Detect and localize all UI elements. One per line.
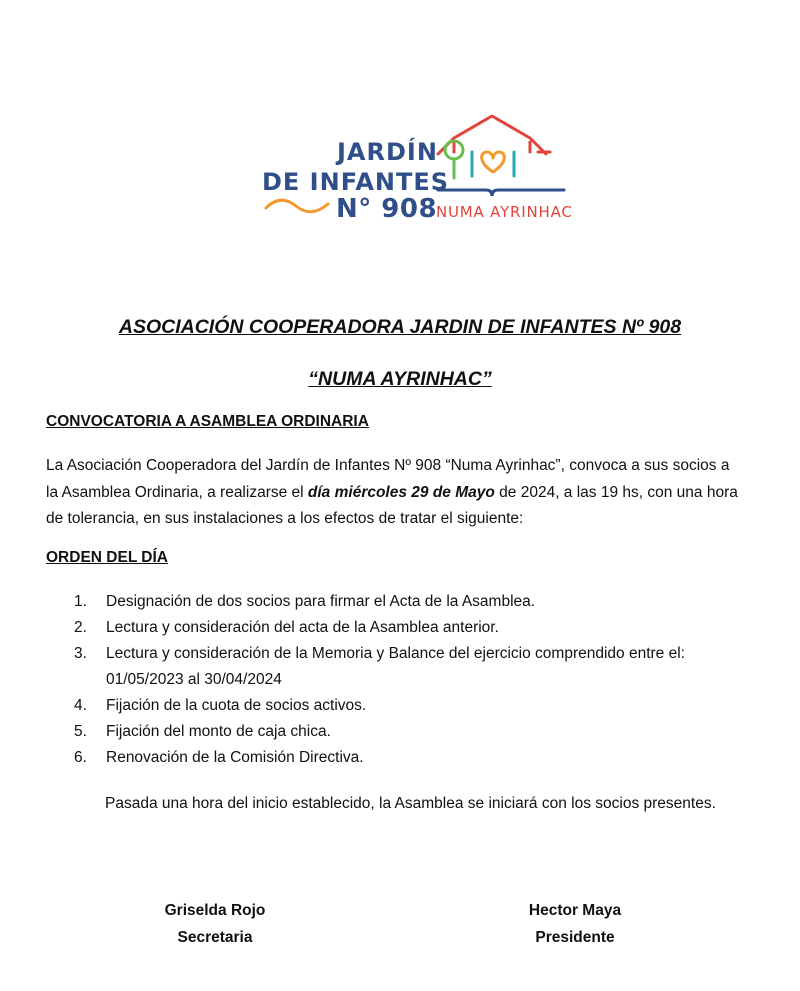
- list-item-number: 2.: [74, 619, 87, 636]
- logo-line-2: DE INFANTES: [262, 168, 450, 196]
- signature-president: [510, 897, 640, 951]
- convocation-paragraph: [46, 453, 758, 533]
- list-item-text: Fijación de la cuota de socios activos.: [106, 697, 367, 714]
- school-logo: [262, 112, 572, 224]
- logo-school-name: NUMA AYRINHAC: [436, 203, 573, 221]
- logo-line-1: JARDÍN: [337, 138, 438, 166]
- list-item-text-continued: 01/05/2023 al 30/04/2024: [106, 671, 282, 688]
- paragraph-line-1: La Asociación Cooperadora del Jardín de Infantes Nº 908 “Numa Ayrinhac”, convoca a sus socios a: [46, 457, 730, 474]
- section-heading-convocatoria: CONVOCATORIA A ASAMBLEA ORDINARIA: [46, 413, 369, 430]
- paragraph-line-3: de tolerancia, en sus instalaciones a los efectos de tratar el siguiente:: [46, 510, 524, 527]
- list-item-number: 5.: [74, 723, 87, 740]
- list-item-text: Lectura y consideración de la Memoria y Balance del ejercicio comprendido entre el:: [106, 645, 685, 662]
- list-item-number: 4.: [74, 697, 87, 714]
- list-item-text: Fijación del monto de caja chica.: [106, 723, 331, 740]
- signatory-name: Griselda Rojo: [164, 902, 266, 919]
- closing-note: Pasada una hora del inicio establecido, la Asamblea se iniciará con los socios presentes.: [105, 795, 716, 812]
- list-item-text: Lectura y consideración del acta de la Asamblea anterior.: [106, 619, 499, 636]
- list-item: [46, 589, 766, 615]
- signatory-role: Secretaria: [177, 929, 253, 946]
- list-item: [46, 719, 766, 745]
- list-item: [46, 615, 766, 641]
- list-item-number: 6.: [74, 749, 87, 766]
- list-item: [46, 693, 766, 719]
- list-item: [46, 745, 766, 771]
- wave-icon: [264, 198, 330, 214]
- document-title: ASOCIACIÓN COOPERADORA JARDIN DE INFANTES Nº 908: [118, 316, 682, 338]
- logo-line-3: N° 908: [336, 194, 438, 224]
- list-item-text: Designación de dos socios para firmar el Acta de la Asamblea.: [106, 593, 536, 610]
- section-heading-orden-del-dia: ORDEN DEL DÍA: [46, 549, 169, 566]
- list-item-text: Renovación de la Comisión Directiva.: [106, 749, 364, 766]
- agenda-list: [46, 589, 766, 771]
- list-item-number: 3.: [74, 645, 87, 662]
- house-icon: [434, 114, 568, 200]
- paragraph-line-2: la Asamblea Ordinaria, a realizarse el día miércoles 29 de Mayo de 2024, a las 19 hs, con una hora: [46, 483, 738, 501]
- list-item: [46, 641, 766, 693]
- signatory-role: Presidente: [535, 929, 615, 946]
- signatory-name: Hector Maya: [528, 902, 622, 919]
- list-item-number: 1.: [74, 593, 87, 610]
- document-subtitle: “NUMA AYRINHAC”: [308, 368, 492, 390]
- meeting-date: día miércoles 29 de Mayo: [307, 483, 495, 501]
- signature-secretary: [150, 897, 280, 951]
